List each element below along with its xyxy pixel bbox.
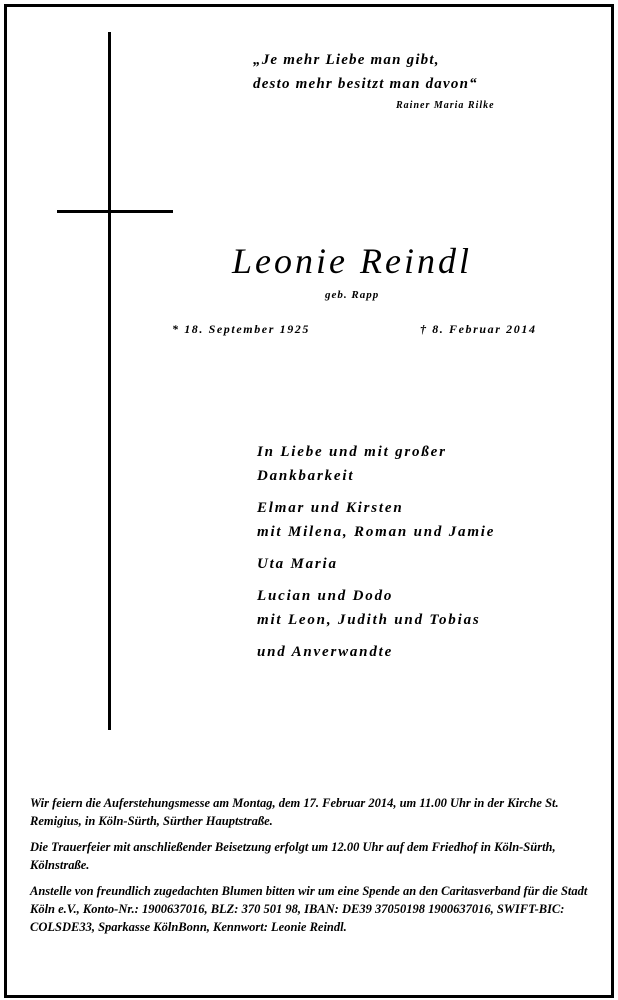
mourner-line: Elmar und Kirsten — [257, 500, 404, 516]
ceremony-notice — [30, 794, 600, 944]
quote-author: Rainer Maria Rilke — [396, 100, 495, 111]
quote-line-2: desto mehr besitzt man davon“ — [253, 76, 478, 92]
death-date: † 8. Februar 2014 — [420, 322, 537, 336]
mourner-line: und Anverwandte — [257, 644, 394, 660]
quote-line-1: „Je mehr Liebe man gibt, — [253, 52, 440, 68]
quote — [253, 48, 478, 96]
mourner-line: Dankbarkeit — [257, 468, 355, 484]
cross-vertical-bar — [108, 32, 111, 730]
mass-notice: Wir feiern die Auferstehungsmesse am Montag, dem 17. Februar 2014, um 11.00 Uhr in der Kirche St. Remigius, in Köln-Sürth, Sürther Hauptstraße. — [30, 796, 559, 828]
mourner-group — [257, 440, 495, 488]
mourner-group — [257, 496, 495, 544]
mourner-line: Lucian und Dodo — [257, 588, 394, 604]
mourner-group — [257, 584, 495, 632]
burial-notice: Die Trauerfeier mit anschließender Beisetzung erfolgt um 12.00 Uhr auf dem Friedhof in Köln-Sürth, Kölnstraße. — [30, 840, 556, 872]
mourner-group — [257, 640, 495, 664]
mourner-line: mit Leon, Judith und Tobias — [257, 612, 481, 628]
birth-date: * 18. September 1925 — [172, 322, 310, 336]
cross-horizontal-bar — [57, 210, 173, 213]
mourner-line: Uta Maria — [257, 556, 338, 572]
donation-notice: Anstelle von freundlich zugedachten Blumen bitten wir um eine Spende an den Caritasverband für die Stadt Köln e.V., Konto-Nr.: 1900637016, BLZ: 370 501 98, IBAN: DE39 37050198 1900637016, SWIFT-BIC: COLSDE33, Sparkasse KölnBonn, Kennwort: Leonie Reindl. — [30, 884, 588, 934]
mourner-group — [257, 552, 495, 576]
mourner-line: In Liebe und mit großer — [257, 444, 447, 460]
deceased-name: Leonie Reindl — [232, 241, 472, 281]
mourners-list — [257, 440, 495, 672]
mourner-line: mit Milena, Roman und Jamie — [257, 524, 496, 540]
maiden-name: geb. Rapp — [325, 289, 380, 301]
